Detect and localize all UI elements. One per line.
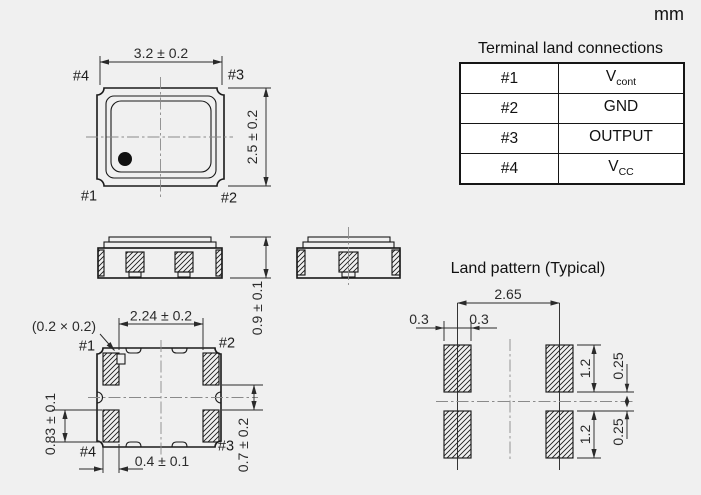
bottom-view xyxy=(32,308,263,474)
bottom-view-pad-gap-dim: 0.7 ± 0.2 xyxy=(235,417,251,473)
bottom-view-pin2-label: #2 xyxy=(218,335,236,352)
front-view-pad-b xyxy=(175,252,193,272)
land-pattern-pad-length-top-dim: 1.2 xyxy=(577,358,593,379)
end-view-left-terminal xyxy=(297,250,305,275)
land-pattern-pitch-dim: 2.65 xyxy=(494,286,522,302)
bottom-view-pin3-label: #3 xyxy=(217,438,235,455)
signal-cell: $V_{CC}$ xyxy=(559,154,685,185)
table-row xyxy=(460,63,684,94)
terminal-cell: #4 xyxy=(460,154,559,185)
top-view-width-dim: 3.2 ± 0.2 xyxy=(133,45,189,61)
front-view-right-terminal xyxy=(216,250,222,276)
terminal-cell: #3 xyxy=(460,124,559,154)
pin1-index-dot xyxy=(118,152,132,166)
front-view-left-terminal xyxy=(98,250,104,276)
bottom-pad-3 xyxy=(203,410,219,442)
signal-cell: GND xyxy=(559,94,685,124)
land-pattern-half-width-right-dim: 0.3 xyxy=(469,311,489,327)
top-view-pin3-label: #3 xyxy=(227,67,245,84)
terminal-cell: #2 xyxy=(460,94,559,124)
side-view-end xyxy=(297,227,400,285)
bottom-view-pad-width-dim: 0.4 ± 0.1 xyxy=(134,453,190,469)
terminal-cell: #1 xyxy=(460,63,559,94)
bottom-pad-4 xyxy=(103,410,119,442)
terminal-land-connections-table xyxy=(459,62,685,185)
table-row xyxy=(460,154,684,185)
top-view-height-dim: 2.5 ± 0.2 xyxy=(244,109,260,165)
side-view-height-dim: 0.9 ± 0.1 xyxy=(249,280,265,336)
bottom-view-pin1-label: #1 xyxy=(78,338,96,355)
top-view-pin1-label: #1 xyxy=(80,188,98,205)
signal-cell: OUTPUT xyxy=(559,124,685,154)
land-pattern-title: Land pattern (Typical) xyxy=(450,260,606,277)
bottom-pad-2 xyxy=(203,353,219,385)
bottom-view-pin4-label: #4 xyxy=(79,444,97,461)
front-view-body xyxy=(98,248,222,278)
top-view-pin2-label: #2 xyxy=(220,190,238,207)
top-view-pin4-label: #4 xyxy=(72,68,90,85)
land-pattern-pad-length-bottom-dim: 1.2 xyxy=(577,424,593,445)
land-pattern-gap-top-dim: 0.25 xyxy=(610,352,626,380)
bottom-view-index-notch-dim: (0.2 × 0.2) xyxy=(31,318,97,334)
top-view xyxy=(73,45,271,207)
table-row xyxy=(460,94,684,124)
bottom-view-pad-height-dim: 0.83 ± 0.1 xyxy=(42,392,58,456)
signal-cell: $V_{cont}$ xyxy=(559,63,685,94)
bottom-view-pad-span-dim: 2.24 ± 0.2 xyxy=(129,307,193,324)
land-pattern-half-width-left-dim: 0.3 xyxy=(409,311,429,327)
front-view-pad-a xyxy=(126,252,144,272)
table-row xyxy=(460,124,684,154)
land-pattern xyxy=(409,286,634,470)
pad1-index-notch xyxy=(117,354,125,364)
terminal-table-title: Terminal land connections xyxy=(478,40,663,57)
land-pattern-gap-bottom-dim: 0.25 xyxy=(610,418,626,446)
end-view-right-terminal xyxy=(392,250,400,275)
unit-label: mm xyxy=(654,4,684,24)
